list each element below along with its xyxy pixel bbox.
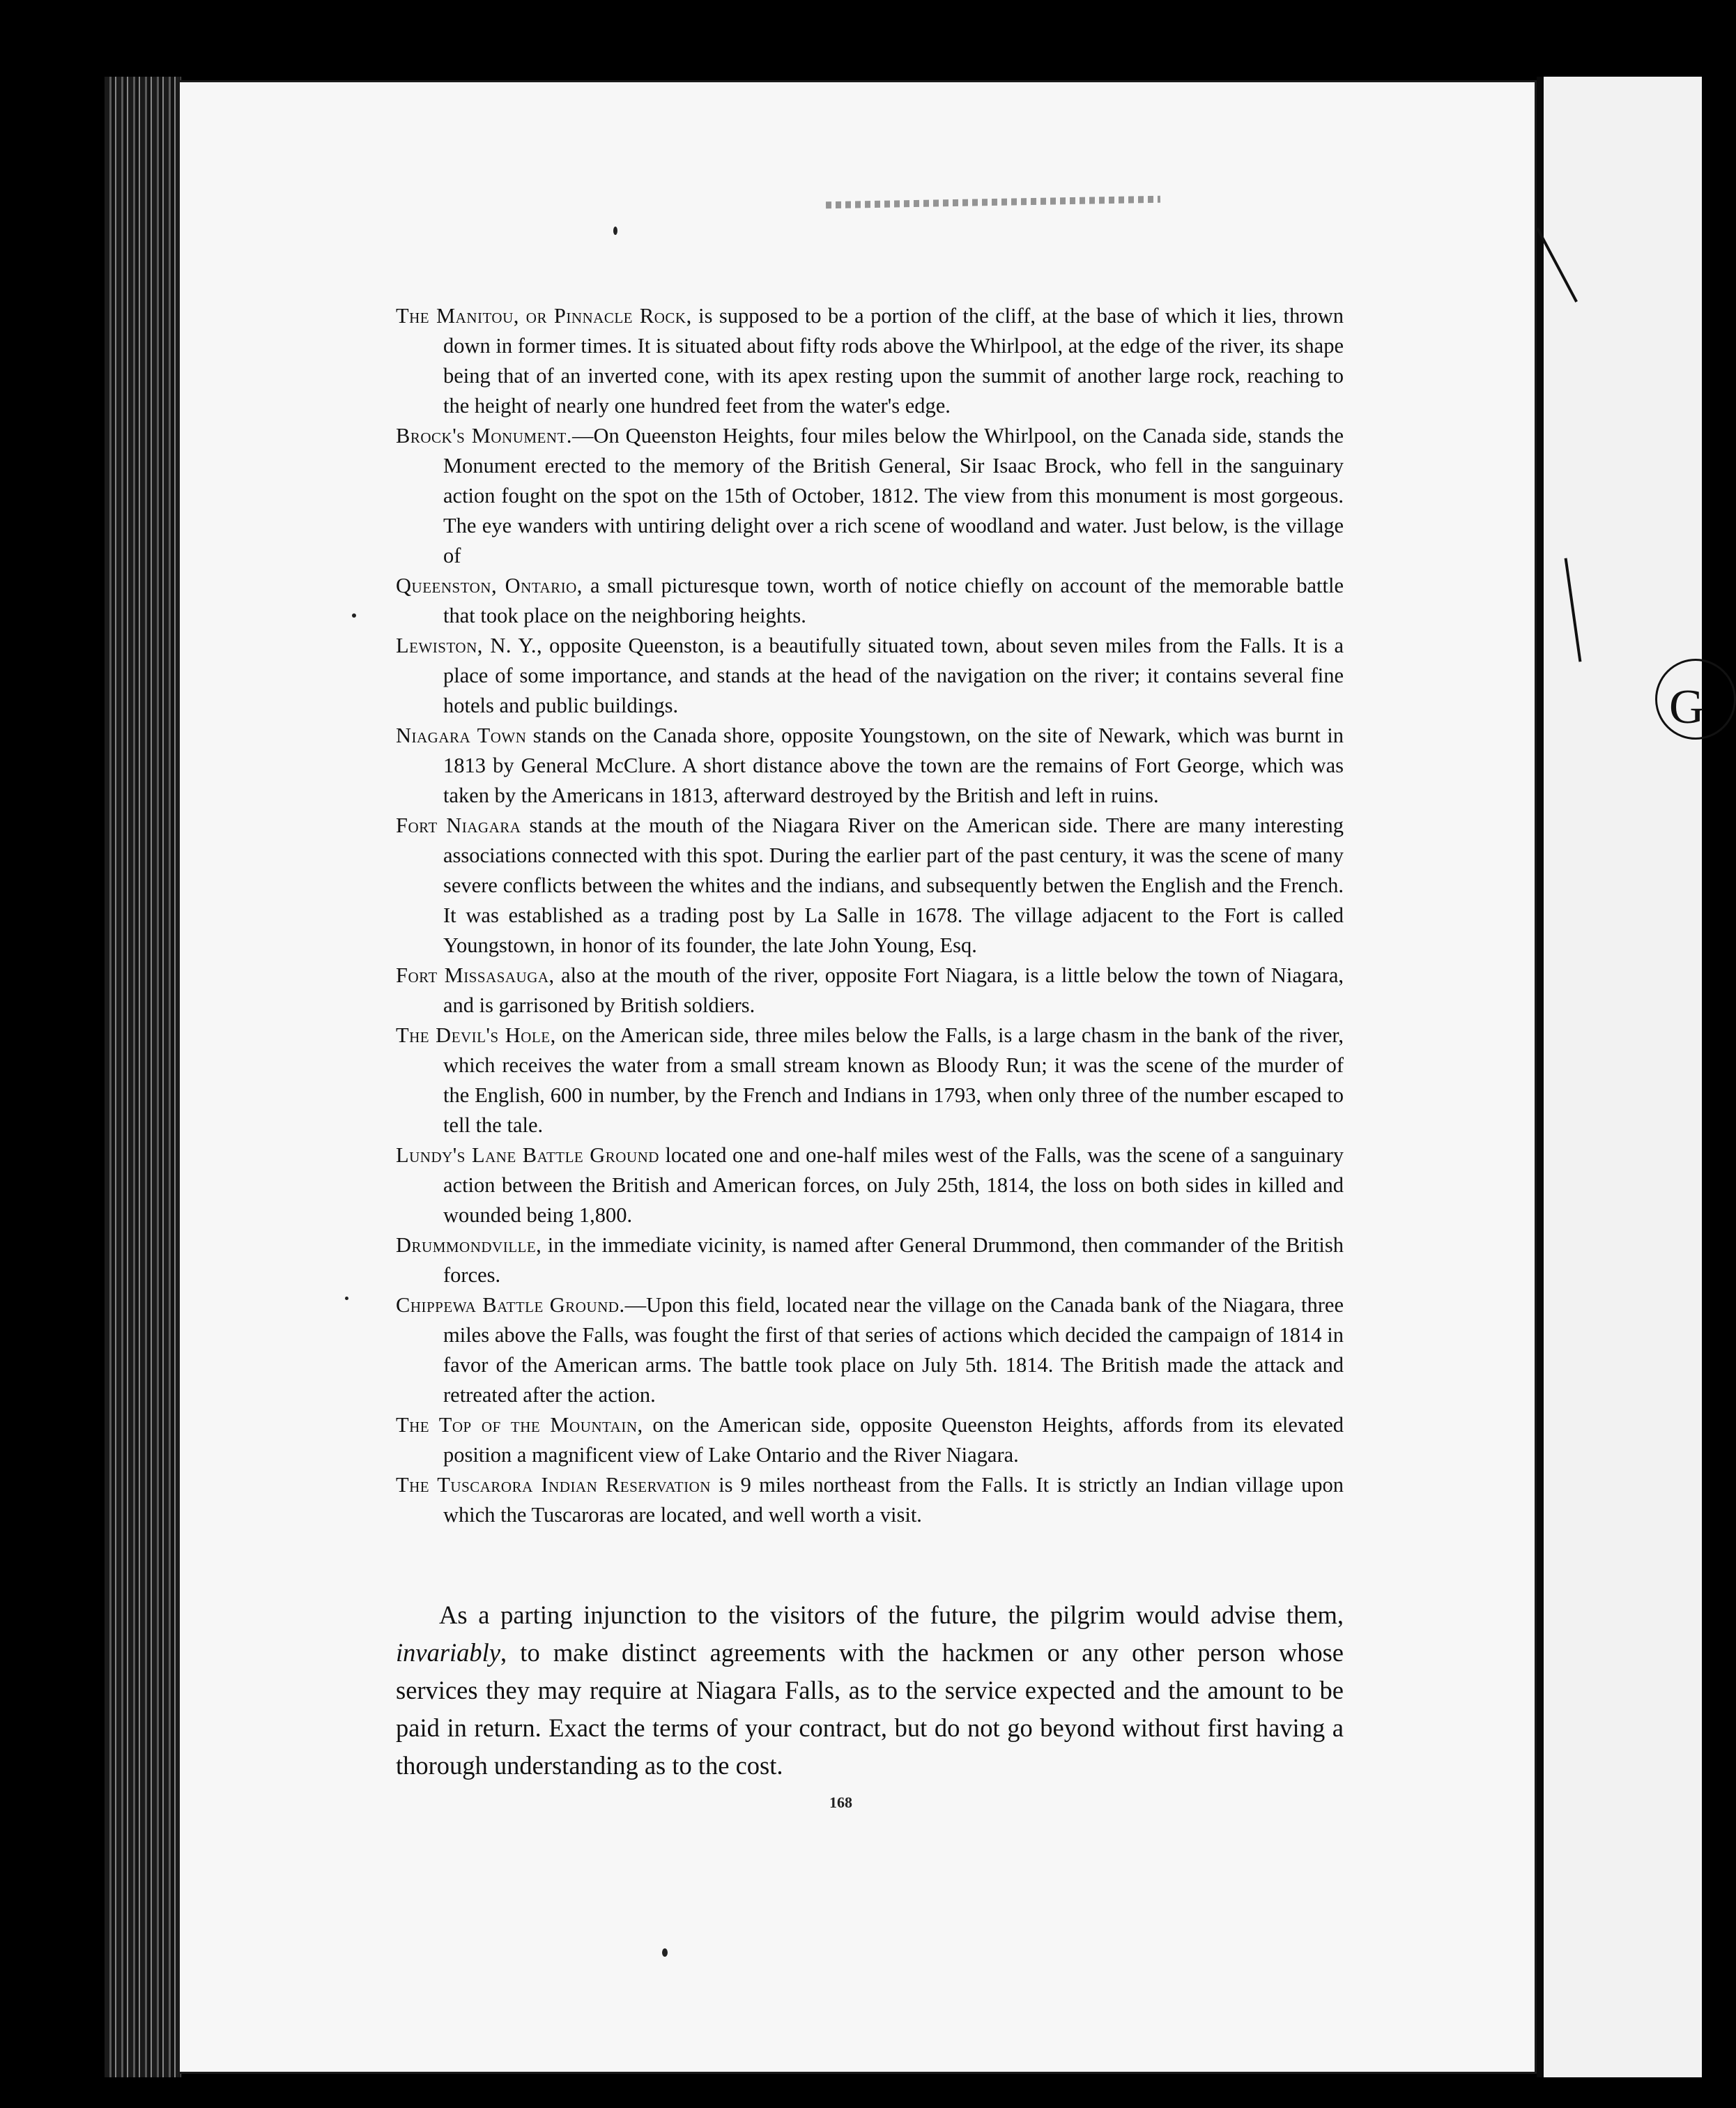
entry-text: opposite Queenston, is a beautifully situated town, about seven miles from the Falls. It is a place of some importance, and stands at the head of the navigation on the river; it contains several fine hotels and public buildings.	[443, 634, 1344, 717]
entry-text: on the American side, three miles below the Falls, is a large chasm in the bank of the river, which receives the water from a small stream known as Bloody Run; it was the scene of the murder of the English, 600 in number, by the French and Indians in 1793, when only three of the number escaped to tell the tale.	[443, 1023, 1344, 1137]
page-number: 168	[829, 1794, 852, 1811]
entry-name: Drummondville,	[396, 1233, 542, 1257]
gazetteer-entry	[396, 811, 1344, 961]
gazetteer-entry	[396, 1140, 1344, 1230]
closing-text-end: , to make distinct agreements with the hackmen or any other person whose services they may require at Niagara Falls, as to the service expected and the amount to be paid in return. Exact the terms of your contract, but do not go beyond without first having a thorough understanding as to the cost.	[396, 1638, 1344, 1780]
entry-name: The Manitou, or Pinnacle Rock,	[396, 304, 692, 328]
entry-text: is supposed to be a portion of the cliff, at the base of which it lies, thrown down in former times. It is situated about fifty rods above the Whirlpool, at the edge of the river, its shape being that of an inverted cone, with its apex resting upon the summit of another large rock, reaching to the height of nearly one hundred feet from the water's edge.	[443, 304, 1344, 418]
closing-paragraph	[396, 1596, 1344, 1785]
closing-emphasis: invariably	[396, 1638, 501, 1667]
gazetteer-entry	[396, 1470, 1344, 1530]
entry-name: Chippewa Battle Ground.	[396, 1293, 625, 1317]
entry-name: Brock's Monument.	[396, 424, 572, 448]
entry-text: stands at the mouth of the Niagara River on the American side. There are many interesting associations connected with this spot. During the earlier part of the past century, it was the scene of many severe conflicts between the whites and the indians, and subsequently betwen the English and the French. It was established as a trading post by La Salle in 1678. The village adjacent to the Fort is called Youngstown, in honor of its founder, the late John Young, Esq.	[443, 814, 1344, 957]
scan-speck	[352, 613, 356, 618]
entry-text: stands on the Canada shore, opposite Youngstown, on the site of Newark, which was burnt in 1813 by General McClure. A short distance above the town are the remains of Fort George, which was taken by the Americans in 1813, afterward destroyed by the British and left in ruins.	[443, 724, 1344, 807]
entry-text: is 9 miles northeast from the Falls. It is strictly an Indian village upon which the Tuscaroras are located, and well worth a visit.	[443, 1473, 1344, 1527]
gazetteer-entry	[396, 301, 1344, 421]
entry-text: located one and one-half miles west of the Falls, was the scene of a sanguinary action between the British and American forces, on July 25th, 1814, the loss on both sides in killed and wounded being 1,800.	[443, 1143, 1344, 1227]
entry-name: Queenston, Ontario,	[396, 574, 583, 597]
entry-text: a small picturesque town, worth of notice chiefly on account of the memorable battle that took place on the neighboring heights.	[443, 574, 1344, 627]
entry-name: The Devil's Hole,	[396, 1023, 556, 1047]
entry-text: —On Queenston Heights, four miles below the Whirlpool, on the Canada side, stands the Monument erected to the memory of the British General, Sir Isaac Brock, who fell in the sanguinary action fought on the spot on the 15th of October, 1812. The view from this monument is most gorgeous. The eye wanders with untiring delight over a rich scene of woodland and water. Just below, is the village of	[443, 424, 1344, 567]
entry-name: Niagara Town	[396, 724, 527, 747]
entry-text: —Upon this field, located near the village on the Canada bank of the Niagara, three miles above the Falls, was fought the first of that series of actions which decided the campaign of 1814 in favor of the American arms. The battle took place on July 5th. 1814. The British made the attack and retreated after the action.	[443, 1293, 1344, 1407]
gazetteer-entries	[396, 301, 1344, 1530]
gazetteer-entry	[396, 961, 1344, 1021]
book-page-edges	[105, 77, 181, 2077]
entry-name: Fort Missasauga,	[396, 963, 555, 987]
gazetteer-entry	[396, 421, 1344, 571]
closing-text-start: As a parting injunction to the visitors of the future, the pilgrim would advise them,	[439, 1601, 1344, 1629]
entry-text: on the American side, opposite Queenston Heights, affords from its elevated position a magnificent view of Lake Ontario and the River Niagara.	[443, 1413, 1344, 1467]
entry-text: also at the mouth of the river, opposite Fort Niagara, is a little below the town of Niagara, and is garrisoned by British soldiers.	[443, 963, 1344, 1017]
entry-text: in the immediate vicinity, is named after General Drummond, then commander of the British forces.	[443, 1233, 1344, 1287]
adjacent-page-letter: G	[1669, 680, 1705, 734]
gazetteer-entry	[396, 571, 1344, 631]
scan-speck	[662, 1948, 668, 1957]
entry-name: Lewiston, N. Y.,	[396, 634, 543, 657]
gazetteer-entry	[396, 1290, 1344, 1410]
entry-name: The Tuscarora Indian Reservation	[396, 1473, 711, 1497]
adjacent-page	[1537, 77, 1702, 2077]
gazetteer-entry	[396, 721, 1344, 811]
entry-name: Lundy's Lane Battle Ground	[396, 1143, 659, 1167]
entry-name: Fort Niagara	[396, 814, 521, 837]
gazetteer-entry	[396, 631, 1344, 721]
gazetteer-entry	[396, 1230, 1344, 1290]
gazetteer-entry	[396, 1021, 1344, 1140]
scan-speck	[345, 1297, 348, 1300]
gazetteer-entry	[396, 1410, 1344, 1470]
entry-name: The Top of the Mountain,	[396, 1413, 643, 1437]
scan-speck	[613, 227, 617, 235]
